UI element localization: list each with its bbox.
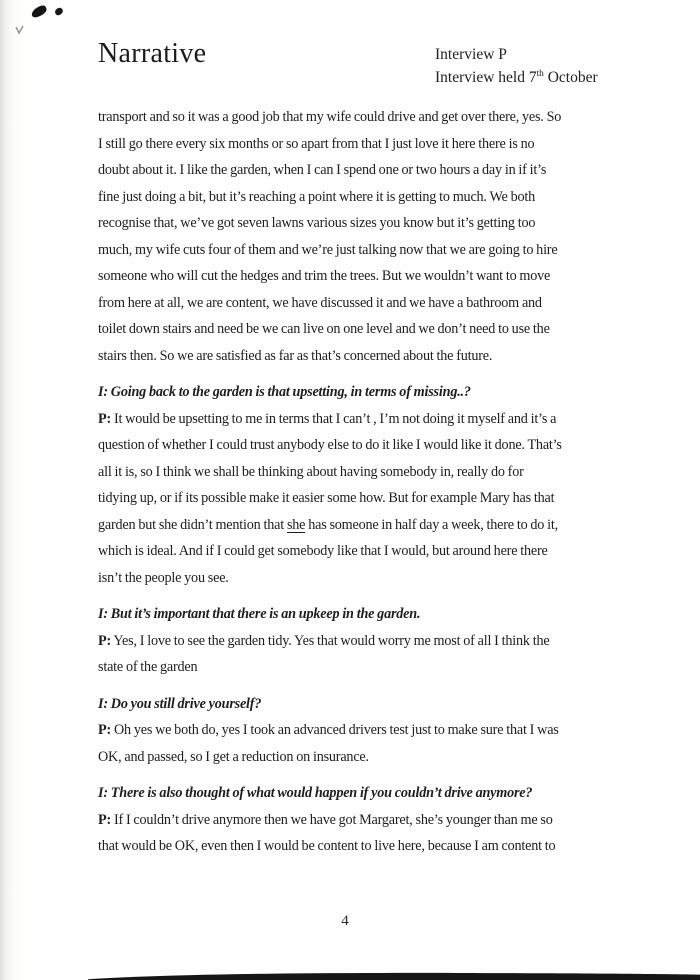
interviewer-question (98, 601, 562, 628)
transcript-line: I: Do you still drive yourself? (98, 695, 262, 712)
transcript-line: someone who will cut the hedges and trim the trees. But we wouldn’t want to move (98, 268, 551, 284)
transcript-line: garden but she didn’t mention that she has someone in half day a week, there to do it, (98, 516, 558, 533)
ink-mark (54, 7, 64, 16)
ink-mark (30, 4, 48, 19)
meta-line: Interview P (435, 46, 507, 63)
transcript-line: much, my wife cuts four of them and we’re just talking now that we are going to hire (98, 241, 558, 258)
meta-line: Interview held 7th October (435, 68, 598, 86)
transcript-line: P: Oh yes we both do, yes I took an advanced drivers test just to make sure that I was (98, 722, 559, 738)
interviewer-question (98, 379, 562, 406)
transcript-line: from here at all, we are content, we have discussed it and we have a bathroom and (98, 294, 542, 311)
participant-answer (98, 628, 562, 681)
transcript-line: doubt about it. I like the garden, when I can I spend one or two hours a day in if it’s (98, 162, 547, 178)
ink-mark (15, 25, 25, 35)
transcript-line: P: It would be upsetting to me in terms that I can’t , I’m not doing it myself and it’s a (98, 410, 557, 427)
transcript-line: recognise that, we’ve got seven lawns various sizes you know but it’s getting too (98, 215, 536, 231)
transcript-line: tidying up, or if its possible make it easier some how. But for example Mary has that (98, 490, 555, 506)
transcript-line: I: But it’s important that there is an upkeep in the garden. (98, 606, 421, 622)
participant-answer (98, 717, 562, 770)
transcript-line: that would be OK, even then I would be content to live here, because I am content to (98, 838, 556, 854)
transcript-line: which is ideal. And if I could get somebody like that I would, but around here there (98, 543, 548, 559)
transcript-line: all it is, so I think we shall be thinking about having somebody in, really do for (98, 463, 524, 480)
transcript-line: transport and so it was a good job that my wife could drive and get over there, yes. So (98, 109, 562, 125)
narrative-paragraph (98, 104, 562, 369)
transcript-line: fine just doing a bit, but it’s reaching a point where it is getting to much. We both (98, 188, 535, 205)
scan-edge-band (0, 968, 700, 980)
page-number: 4 (341, 913, 349, 929)
transcript-line: toilet down stairs and need be we can live on one level and we don’t need to use the (98, 321, 550, 337)
transcript-line: isn’t the people you see. (98, 569, 229, 586)
page-title: Narrative (98, 38, 207, 69)
transcript-line: question of whether I could trust anybody else to do it like I would like it done. That’s (98, 437, 562, 453)
transcript-line: OK, and passed, so I get a reduction on insurance. (98, 748, 369, 765)
participant-answer (98, 406, 562, 592)
participant-answer (98, 807, 562, 860)
transcript (98, 104, 562, 860)
interviewer-question (98, 691, 562, 718)
transcript-line: state of the garden (98, 659, 198, 675)
transcript-line: I: There is also thought of what would happen if you couldn’t drive anymore? (98, 785, 533, 801)
transcript-line: P: If I couldn’t drive anymore then we have got Margaret, she’s younger than me so (98, 811, 553, 828)
interview-meta (435, 44, 598, 89)
transcript-line: I: Going back to the garden is that upsetting, in terms of missing..? (98, 384, 471, 400)
transcript-line: P: Yes, I love to see the garden tidy. Yes that would worry me most of all I think the (98, 632, 550, 649)
interviewer-question (98, 780, 562, 807)
transcript-line: stairs then. So we are satisfied as far as that’s concerned about the future. (98, 347, 493, 364)
transcript-line: I still go there every six months or so apart from that I just love it here there is no (98, 135, 535, 152)
